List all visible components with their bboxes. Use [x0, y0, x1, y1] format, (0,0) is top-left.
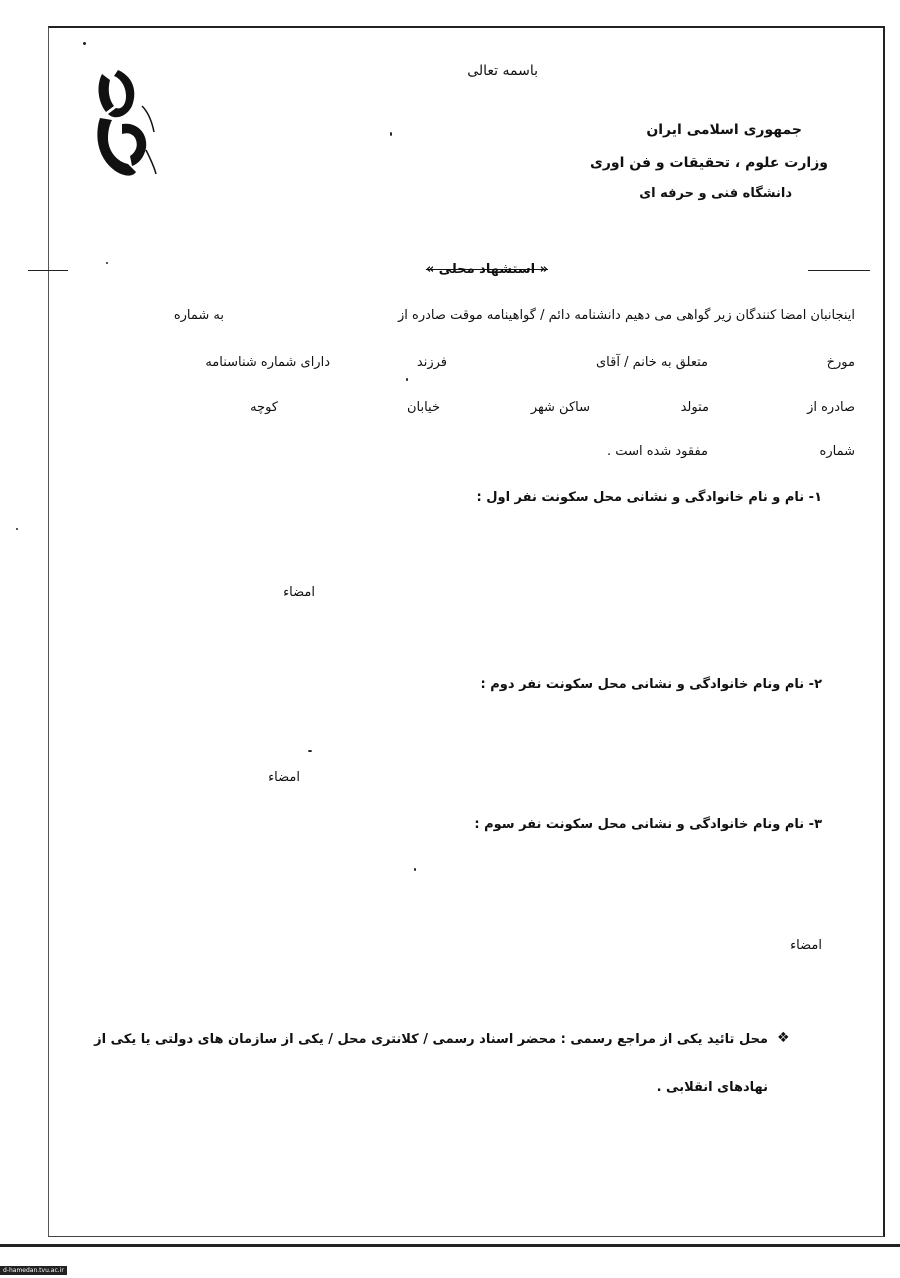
speck [308, 750, 312, 752]
note-line-1: محل تائید یکی از مراجع رسمی : محضر اسناد رسمی / کلانتری محل / یکی از سازمان های دولتی یا یکی از [94, 1032, 768, 1047]
speck [106, 262, 108, 264]
bismillah: باسمه تعالی [467, 63, 538, 79]
country-name: جمهوری اسلامی ایران [646, 122, 802, 138]
intro-text: اینجانبان امضا کنندگان زیر گواهی می دهیم دانشنامه دائم / گواهینامه موقت صادره از [398, 308, 855, 323]
id-number-label: دارای شماره شناسنامه [205, 355, 330, 370]
street-label: خیابان [406, 400, 440, 415]
university-name: دانشگاه فنی و حرفه ای [639, 186, 792, 201]
plate-label: شماره [819, 444, 855, 459]
lost-label: مفقود شده است . [607, 444, 708, 459]
witness-2-signature: امضاء [268, 770, 300, 785]
witness-3-heading: ٣- نام ونام خانوادگی و نشانی محل سکونت نفر سوم : [474, 817, 822, 832]
witness-2-heading: ٢- نام ونام خانوادگی و نشانی محل سکونت نفر دوم : [480, 677, 822, 692]
alley-label: کوچه [250, 400, 278, 415]
number-label: به شماره [173, 308, 224, 323]
dated-label: مورخ [826, 355, 855, 370]
witness-1-heading: ١- نام و نام خانوادگی و نشانی محل سکونت نفر اول : [476, 490, 822, 505]
speck [83, 42, 86, 45]
ministry-name: وزارت علوم ، تحقیقات و فن اوری [590, 155, 828, 171]
belongs-label: متعلق به خانم / آقای [595, 355, 708, 370]
right-margin-rule [808, 270, 870, 271]
witness-3-signature: امضاء [790, 938, 822, 953]
issued-from-label: صادره از [807, 400, 855, 415]
speck [16, 528, 18, 530]
diamond-bullet-icon: ❖ [777, 1030, 790, 1046]
page-border [48, 26, 885, 1237]
source-watermark: d-hamedan.tvu.ac.ir [0, 1266, 67, 1275]
document-title: « استشهاد محلی » [425, 262, 548, 277]
speck [414, 868, 416, 871]
witness-1-signature: امضاء [283, 585, 315, 600]
child-of-label: فرزند [416, 355, 447, 370]
resident-label: ساکن شهر [530, 400, 590, 415]
bottom-edge-bar [0, 1244, 900, 1247]
born-label: متولد [680, 400, 709, 415]
university-logo-icon [92, 66, 162, 184]
speck [406, 378, 408, 381]
left-margin-rule [28, 270, 68, 271]
note-line-2: نهادهای انقلابی . [656, 1080, 768, 1095]
speck [390, 132, 392, 136]
